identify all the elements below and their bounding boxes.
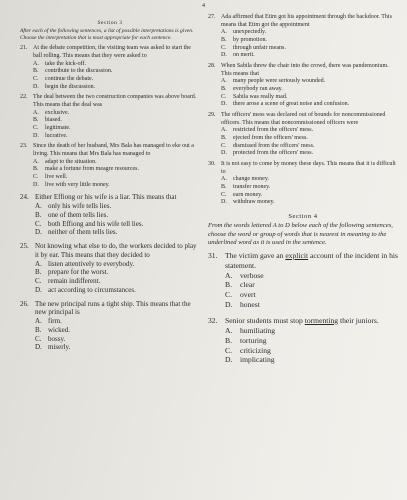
option-letter: A.: [35, 317, 42, 326]
question-text: When Sabila threw the chair into the crowd, there was pandemonium. This means that: [221, 63, 389, 77]
left-question-list: [20, 45, 200, 189]
question-text-post: account of the incident in his statement.: [225, 250, 398, 270]
answer-option: [20, 335, 200, 344]
option-text: overt: [240, 290, 256, 300]
question-text: At the debate competition, the visiting team was asked to start the ball rolling. This means that they were asked to: [33, 45, 191, 59]
option-text: Sabila was really mad.: [233, 93, 288, 100]
section-4-title: Section 4: [288, 213, 318, 221]
question-number: 26.: [20, 299, 29, 308]
answer-option: [20, 174, 200, 182]
answer-option: [208, 29, 398, 37]
option-letter: C.: [221, 191, 227, 198]
question-text: The new principal runs a tight ship. This means that the new principal is: [35, 299, 191, 317]
option-text: live well.: [45, 174, 68, 181]
question-stem: [20, 143, 200, 158]
answer-option: [208, 45, 398, 53]
answer-option: [208, 336, 398, 346]
option-letter: C.: [33, 75, 39, 82]
option-letter: C.: [35, 277, 42, 286]
option-text: restricted from the officers' mess.: [233, 127, 314, 134]
option-letter: B.: [225, 335, 232, 345]
question: [208, 161, 398, 207]
option-text: biased.: [45, 117, 62, 124]
option-letter: D.: [33, 132, 39, 139]
question-text: The officers' mess was declared out of bounds for noncommissioned officers. This means that noncommissioned officers were: [221, 112, 386, 126]
option-text: make a fortune from meagre resources.: [45, 166, 139, 173]
option-letter: D.: [225, 355, 233, 365]
option-text: exclusive.: [45, 109, 70, 116]
option-letter: C.: [221, 93, 227, 100]
answer-option: [20, 228, 200, 237]
option-letter: D.: [221, 101, 227, 108]
option-letter: C.: [33, 125, 39, 131]
option-text: live with very little money.: [45, 181, 110, 188]
question: [20, 94, 200, 140]
question-stem: [20, 45, 200, 60]
question-text: The deal between the two construction companies was above board. This means that the deal was: [33, 94, 197, 108]
answer-option: [208, 199, 398, 207]
option-text: only his wife tells lies.: [48, 202, 112, 211]
question-stem: [20, 94, 200, 109]
answer-option: [20, 110, 200, 118]
option-letter: C.: [225, 345, 232, 355]
question-number: 29.: [208, 112, 216, 119]
option-letter: B.: [35, 210, 42, 219]
option-text: miserly.: [48, 343, 71, 352]
option-text: one of them tells lies.: [48, 210, 109, 219]
question: [208, 63, 398, 109]
underlined-word: tormenting: [304, 315, 339, 325]
option-letter: A.: [221, 127, 227, 134]
option-text: unexpectedly.: [233, 29, 267, 36]
question-stem: [20, 242, 200, 260]
answer-option: [208, 271, 398, 281]
answer-option: [208, 280, 398, 290]
question-text-post: their juniors.: [338, 315, 379, 325]
section-4-instructions: From the words lettered A to D below each of the following sentences, choose the word or group of words that is nearest in meaning to the underlined word as it is used in the sentence.: [208, 222, 393, 247]
answer-option: [208, 52, 398, 60]
question-text: Since the death of her husband, Mrs Bala has managed to eke out a living. This means that Mrs Bala has managed to: [33, 143, 194, 158]
option-text: begin the discussion.: [45, 83, 96, 90]
answer-option: [208, 300, 398, 310]
answer-option: [208, 346, 398, 356]
option-letter: A.: [35, 202, 42, 211]
question-text-pre: Senior students must stop: [225, 315, 305, 325]
option-text: earn money.: [233, 191, 263, 198]
section-4: [208, 213, 398, 365]
answer-option: [208, 37, 398, 45]
question: [20, 242, 200, 295]
section-3-title: Section 3: [97, 20, 123, 26]
answer-option: [20, 117, 200, 125]
option-text: there arose a scene of great noise and confusion.: [233, 101, 350, 108]
answer-option: [208, 176, 398, 184]
question: [20, 45, 200, 91]
question-number: 25.: [20, 242, 29, 251]
option-letter: B.: [33, 68, 39, 75]
option-letter: D.: [33, 83, 39, 90]
question: [208, 112, 398, 158]
option-letter: B.: [35, 325, 42, 334]
answer-option: [20, 202, 200, 211]
option-text: act according to circumstances.: [48, 285, 136, 294]
answer-option: [20, 260, 200, 269]
option-text: listen attentively to everybody.: [48, 259, 135, 268]
question-number: 31.: [208, 250, 218, 260]
option-letter: B.: [221, 86, 227, 93]
option-text: wicked.: [48, 325, 70, 334]
question-text: [225, 251, 398, 271]
option-letter: A.: [33, 60, 39, 67]
question-stem: [208, 251, 398, 271]
right-column: [208, 14, 398, 371]
answer-option: [20, 286, 200, 295]
option-text: remain indifferent.: [48, 277, 101, 286]
question-number: 22.: [20, 94, 28, 101]
answer-option: [20, 317, 200, 326]
option-text: adapt to the situation.: [45, 158, 97, 165]
option-letter: C.: [33, 174, 39, 181]
option-letter: C.: [221, 44, 227, 51]
answer-option: [20, 84, 200, 92]
question: [20, 193, 200, 237]
question-number: 32.: [208, 315, 218, 325]
option-text: dismissed from the officers' mess.: [233, 142, 315, 149]
option-letter: A.: [221, 78, 227, 85]
option-text: lucrative.: [45, 132, 68, 139]
question: [20, 143, 200, 189]
answer-option: [20, 343, 200, 352]
option-text: contribute to the discussion.: [45, 68, 113, 75]
option-letter: B.: [221, 135, 227, 142]
question-text: Either Effiong or his wife is a liar. This means that: [35, 193, 177, 202]
question-stem: [208, 112, 398, 127]
option-letter: D.: [225, 300, 233, 310]
option-letter: A.: [225, 270, 233, 280]
question-stem: [20, 193, 200, 202]
question: [208, 316, 398, 365]
question-stem: [20, 300, 200, 318]
option-text: transfer money.: [233, 184, 271, 191]
option-letter: B.: [33, 117, 39, 124]
option-letter: B.: [33, 166, 39, 173]
option-text: firm.: [48, 317, 62, 326]
question-number: 23.: [20, 143, 28, 150]
option-text: take the kick-off.: [45, 60, 87, 67]
option-text: change money.: [233, 176, 269, 183]
option-text: by promotion.: [233, 37, 267, 44]
option-text: humiliating: [240, 325, 276, 335]
question-text: Ada affirmed that Etim got his appointment through the backdoor. This means that Etim got the appointment: [221, 14, 392, 28]
answer-option: [20, 125, 200, 133]
answer-option: [20, 277, 200, 286]
question-number: 30.: [208, 161, 216, 168]
option-letter: D.: [221, 52, 227, 59]
answer-option: [20, 68, 200, 76]
option-letter: C.: [221, 142, 227, 149]
question-text: [225, 316, 398, 326]
option-letter: D.: [221, 199, 227, 206]
option-text: through unfair means.: [233, 44, 286, 51]
option-letter: C.: [35, 219, 42, 228]
option-text: bossy.: [48, 334, 66, 343]
question-number: 24.: [20, 193, 29, 202]
option-letter: C.: [225, 290, 232, 300]
question: [20, 300, 200, 353]
right-lower-question-list: [208, 251, 398, 365]
option-text: honest: [240, 300, 260, 310]
question-number: 21.: [20, 45, 28, 52]
option-letter: A.: [33, 109, 39, 116]
question-text: Not knowing what else to do, the workers decided to play it by ear. This means that they decided to: [35, 242, 197, 259]
question-stem: [208, 161, 398, 176]
right-question-list: [208, 14, 398, 207]
option-letter: A.: [35, 259, 42, 268]
answer-option: [20, 133, 200, 141]
question-number: 27.: [208, 14, 216, 20]
answer-option: [208, 101, 398, 109]
option-text: everybody ran away.: [233, 86, 283, 93]
option-letter: B.: [225, 280, 232, 290]
option-letter: C.: [35, 334, 42, 343]
option-letter: D.: [35, 228, 42, 237]
question: [208, 14, 398, 60]
answer-option: [20, 326, 200, 335]
option-letter: D.: [35, 285, 42, 294]
section-3-instructions: After each of the following sentences, a list of possible interpretations is given. Choose the interpretation that is most appropriate for each sentence.: [20, 28, 194, 42]
option-letter: B.: [221, 184, 227, 191]
option-text: withdraw money.: [233, 199, 275, 206]
option-text: neither of them tells lies.: [48, 228, 118, 237]
question-stem: [208, 14, 398, 29]
question-text: It is not easy to come by money these days. This means that it is difficult to: [221, 161, 396, 175]
left-lower-question-list: [20, 193, 200, 352]
question-number: 28.: [208, 63, 216, 70]
option-letter: A.: [221, 176, 227, 183]
answer-option: [208, 184, 398, 192]
option-text: continue the debate.: [45, 75, 94, 82]
option-letter: B.: [35, 268, 42, 277]
option-letter: B.: [221, 37, 227, 44]
answer-option: [20, 182, 200, 190]
question-stem: [208, 316, 398, 326]
question-stem: [208, 63, 398, 78]
option-text: clear: [240, 280, 255, 290]
left-column: [20, 18, 200, 357]
answer-option: [208, 78, 398, 86]
page-number: 4: [202, 3, 205, 9]
answer-option: [208, 135, 398, 143]
answer-option: [20, 268, 200, 277]
option-text: both Effiong and his wife tell lies.: [48, 219, 144, 228]
underlined-word: explicit: [285, 250, 309, 260]
option-text: implicating: [240, 355, 275, 365]
answer-option: [20, 76, 200, 84]
answer-option: [208, 326, 398, 336]
option-text: torturing: [240, 335, 267, 345]
question-text-pre: The victim gave an: [225, 250, 286, 260]
answer-option: [20, 166, 200, 174]
option-letter: D.: [35, 343, 42, 352]
option-letter: D.: [221, 150, 227, 157]
answer-option: [20, 220, 200, 229]
option-text: on merit.: [233, 52, 255, 59]
answer-option: [208, 290, 398, 300]
option-text: ejected from the officers' mess.: [233, 135, 308, 142]
answer-option: [208, 150, 398, 158]
question: [208, 251, 398, 310]
answer-option: [20, 211, 200, 220]
option-text: prepare for the worst.: [48, 268, 109, 277]
option-text: many people were seriously wounded.: [233, 78, 326, 85]
answer-option: [20, 61, 200, 69]
option-text: legitimate.: [45, 125, 71, 131]
option-text: protected from the officers' mess.: [233, 150, 314, 157]
answer-option: [208, 355, 398, 365]
answer-option: [208, 192, 398, 200]
option-text: verbose: [240, 270, 264, 280]
option-letter: D.: [33, 181, 39, 188]
option-letter: A.: [221, 29, 227, 36]
option-letter: A.: [225, 325, 233, 335]
answer-option: [208, 86, 398, 94]
option-text: criticizing: [240, 345, 271, 355]
answer-option: [208, 127, 398, 135]
option-letter: A.: [33, 158, 39, 165]
